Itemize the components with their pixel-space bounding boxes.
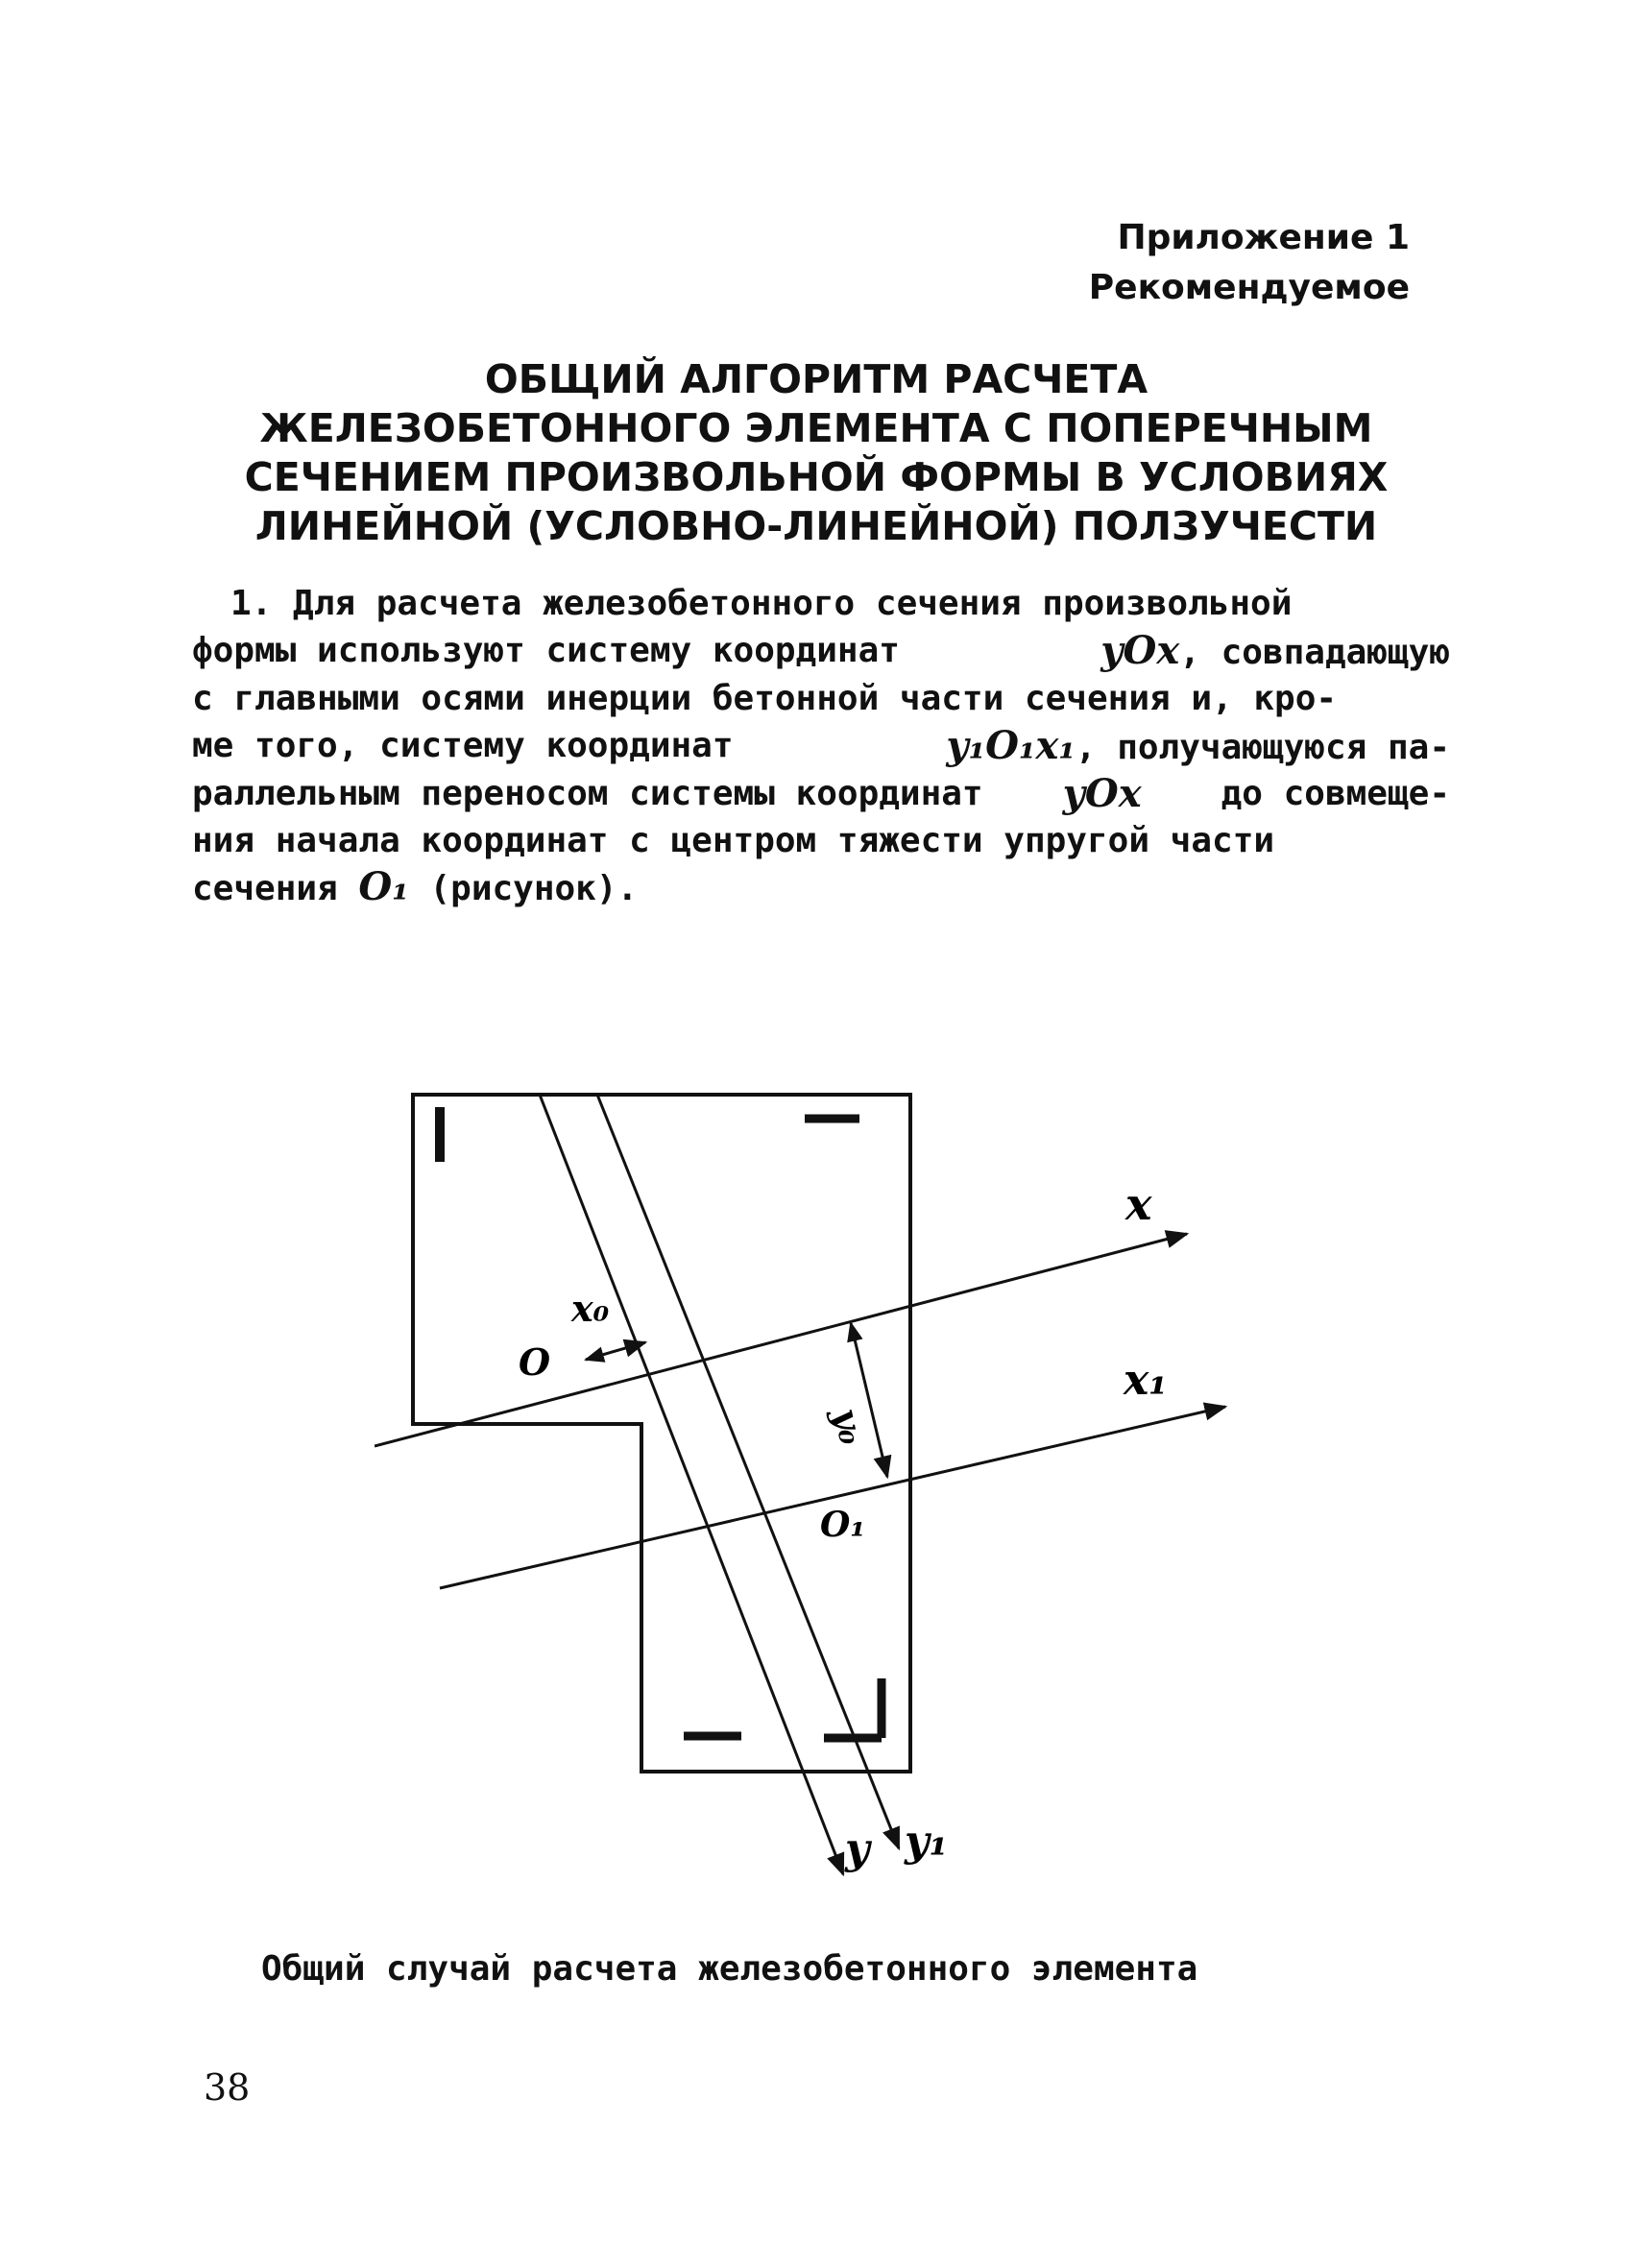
label-x0: x₀: [571, 1287, 610, 1330]
appendix-header: [1089, 213, 1410, 313]
body-paragraph: [192, 581, 1450, 913]
text-segment: до совмеще-: [1221, 774, 1450, 813]
x0-dimension: [586, 1342, 645, 1360]
appendix-label: Приложение 1: [1117, 218, 1410, 257]
page-number: 38: [204, 2066, 251, 2109]
figure-caption: Общий случай расчета железобетонного элемента: [261, 1949, 1198, 1989]
label-x: x: [1125, 1178, 1152, 1230]
title-line: ЛИНЕЙНОЙ (УСЛОВНО-ЛИНЕЙНОЙ) ПОЛЗУЧЕСТИ: [254, 503, 1378, 549]
paragraph-line: [192, 723, 1450, 772]
symbol-y1o1x1: y₁O₁x₁: [946, 722, 1076, 768]
label-y1: y₁: [905, 1817, 948, 1866]
label-o: O: [519, 1340, 551, 1384]
symbol-yox: yOx: [1062, 771, 1142, 816]
text-segment: , получающуюся па-: [1075, 727, 1450, 767]
y0-dimension: [851, 1323, 887, 1477]
text-segment: ме того, систему координат: [192, 725, 734, 765]
title-line: СЕЧЕНИЕМ ПРОИЗВОЛЬНОЙ ФОРМЫ В УСЛОВИЯХ: [244, 454, 1389, 500]
paragraph-line: ния начала координат с центром тяжести упругой части: [192, 820, 1275, 860]
label-x1: x₁: [1124, 1356, 1168, 1405]
section-diagram-svg: [375, 1075, 1258, 1901]
paragraph-line: 1. Для расчета железобетонного сечения произвольной: [230, 584, 1293, 623]
title-line: ОБЩИЙ АЛГОРИТМ РАСЧЕТА: [484, 356, 1148, 402]
text-segment: формы используют систему координат: [192, 630, 900, 670]
x-axis: [375, 1234, 1187, 1446]
paragraph-line: с главными осями инерции бетонной части сечения и, кро-: [192, 679, 1338, 718]
label-o1: O₁: [820, 1505, 866, 1545]
text-segment: раллельным переносом системы координат: [192, 774, 983, 813]
text-segment: сечения: [192, 869, 338, 908]
label-y: y: [845, 1824, 870, 1873]
symbol-o1: O₁: [358, 864, 409, 909]
text-segment: (рисунок).: [429, 869, 639, 908]
paragraph-line: [192, 771, 1450, 818]
paragraph-line: [192, 628, 1450, 677]
document-title: [221, 355, 1412, 551]
title-line: ЖЕЛЕЗОБЕТОННОГО ЭЛЕМЕНТА С ПОПЕРЕЧНЫМ: [259, 405, 1373, 451]
symbol-yox: yOx: [1100, 627, 1180, 673]
appendix-status: Рекомендуемое: [1088, 268, 1410, 307]
y-axis: [540, 1095, 843, 1874]
label-y0: y₀: [825, 1405, 872, 1448]
section-diagram: [375, 1075, 1258, 1901]
paragraph-line: [192, 864, 1450, 913]
text-segment: , совпадающую: [1179, 632, 1450, 672]
